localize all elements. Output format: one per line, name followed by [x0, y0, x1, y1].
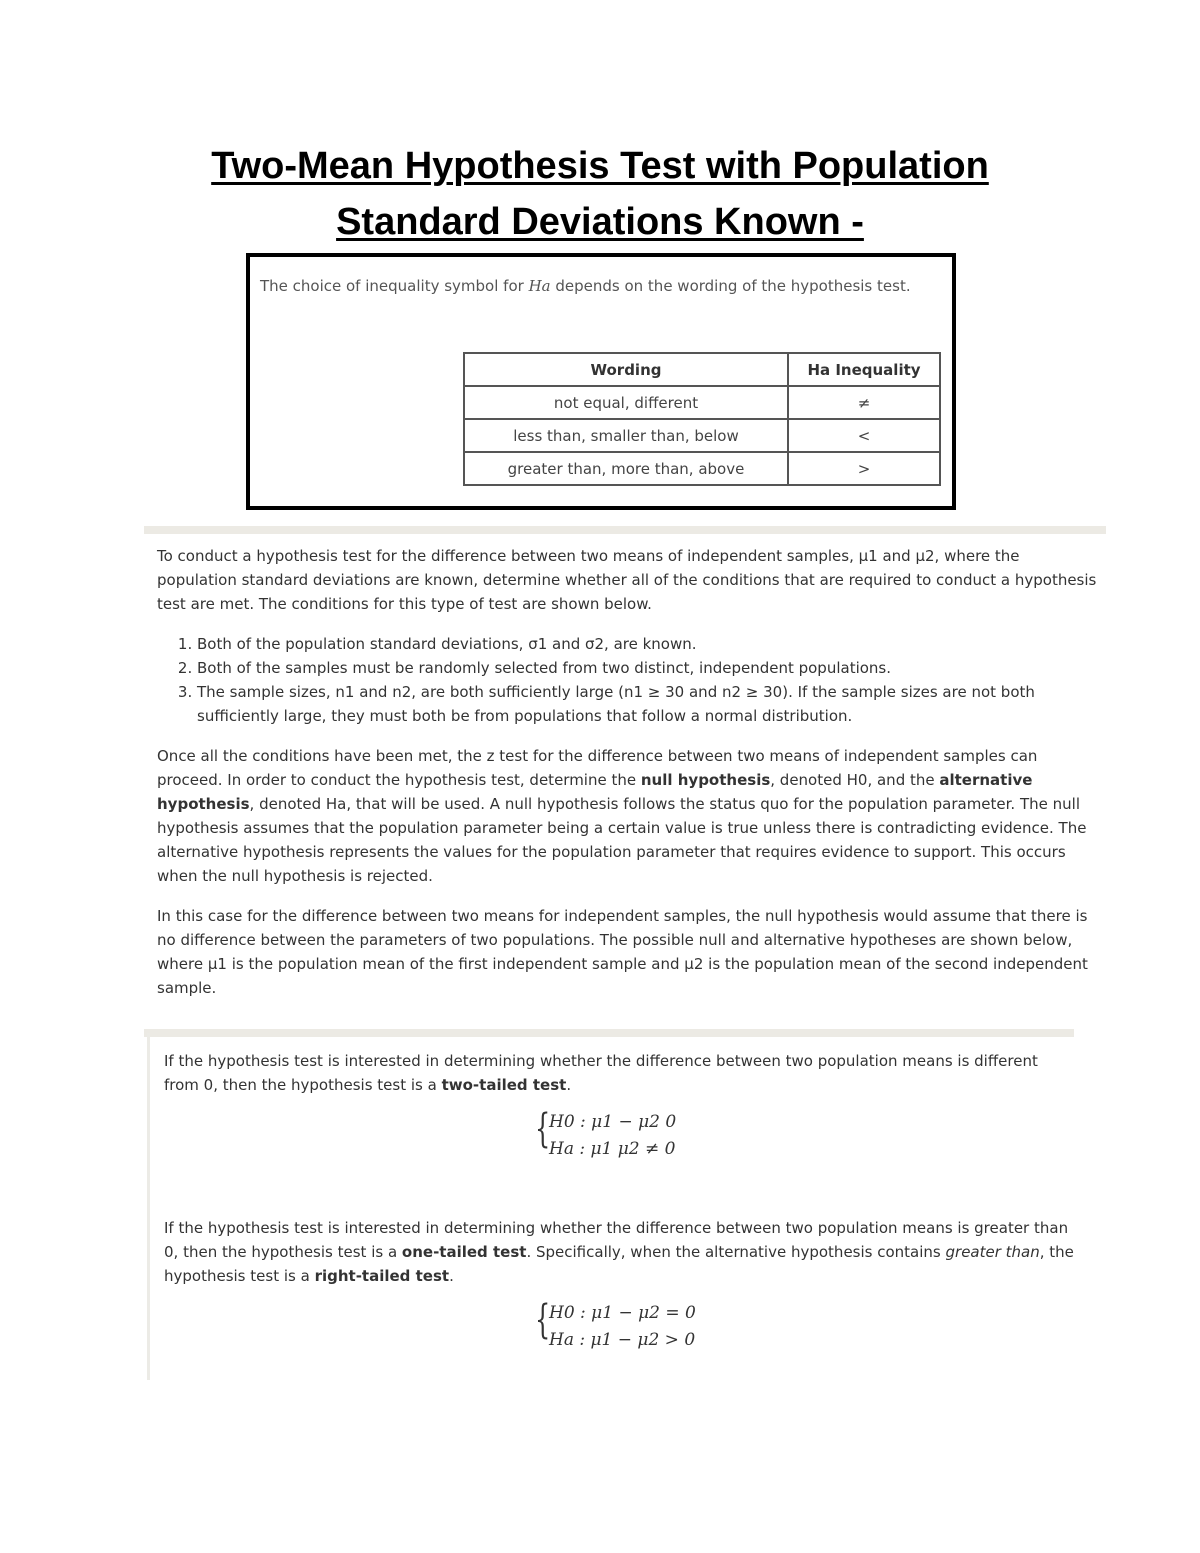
conditions-section — [157, 544, 1097, 1000]
list-item: 3. The sample sizes, n1 and n2, are both sufficiently large (n1 ≥ 30 and n2 ≥ 30). If the sample sizes are not both sufficiently large, they must both be from populations that follow a normal distribution. — [197, 680, 1097, 728]
conditions-list — [157, 632, 1097, 728]
table-cell: > — [788, 452, 940, 485]
two-tailed-equations — [535, 1106, 715, 1164]
intro-text: The choice of inequality symbol for — [260, 277, 529, 295]
table-cell: not equal, different — [464, 386, 788, 419]
box-intro — [260, 277, 911, 295]
inequality-table — [463, 352, 941, 486]
table-header: Ha Inequality — [788, 353, 940, 386]
table-row — [464, 419, 940, 452]
right-tailed-term: right-tailed test — [314, 1267, 450, 1285]
intro-paragraph: To conduct a hypothesis test for the difference between two means of independent samples, μ1 and μ2, where the population standard deviations are known, determine whether all of the conditions that are required to conduct a hypothesis test are met. The conditions for this type of test are shown below. — [157, 547, 1097, 613]
two-tailed-term: two-tailed test — [441, 1076, 567, 1094]
list-item: 1. Both of the population standard deviations, σ1 and σ2, are known. — [197, 632, 1097, 656]
page-title: Two-Mean Hypothesis Test with Population Standard Deviations Known - — [211, 145, 989, 243]
list-item: 2. Both of the samples must be randomly selected from two distinct, independent populations. — [197, 656, 1097, 680]
one-tailed-term: one-tailed test — [401, 1243, 527, 1261]
table-cell: greater than, more than, above — [464, 452, 788, 485]
right-tailed-equations — [535, 1297, 715, 1355]
table-header: Wording — [464, 353, 788, 386]
table-cell: ≠ — [788, 386, 940, 419]
greater-than-term: greater than — [945, 1243, 1040, 1261]
inequality-box — [246, 253, 956, 510]
two-tailed-paragraph: If the hypothesis test is interested in determining whether the difference between two population means is different from 0, then the hypothesis test is a two-tailed test. — [164, 1052, 1038, 1094]
table-cell: < — [788, 419, 940, 452]
alternative-hypothesis-term: alternative hypothesis — [157, 771, 1033, 813]
section-divider — [144, 1029, 1074, 1037]
section-left-border — [147, 1033, 150, 1380]
brace: { — [535, 1297, 551, 1343]
difference-paragraph: In this case for the difference between two means for independent samples, the null hypothesis would assume that there is no difference between the parameters of two populations. The possible null and alternative hypotheses are shown below, where μ1 is the population mean of the first independent sample and μ2 is the population mean of the second independent sample. — [157, 907, 1088, 997]
null-hypothesis-term: null hypothesis — [640, 771, 771, 789]
ha-equation: Ha : μ1 μ2 ≠ 0 — [549, 1139, 676, 1159]
ha-equation: Ha : μ1 − μ2 > 0 — [549, 1330, 696, 1350]
table-header-row — [464, 353, 940, 386]
brace: { — [535, 1106, 551, 1152]
table-row — [464, 452, 940, 485]
h0-equation: H0 : μ1 − μ2 0 — [549, 1112, 677, 1132]
table-row — [464, 386, 940, 419]
intro-text-end: depends on the wording of the hypothesis test. — [550, 277, 911, 295]
section-divider — [144, 526, 1106, 534]
right-tailed-paragraph: If the hypothesis test is interested in determining whether the difference between two population means is greater than 0, then the hypothesis test is a one-tailed test. Specifically, when the alternative hypothesis contains greater than, the hypothesis test is a right-tailed test. — [164, 1219, 1074, 1285]
h0-equation: H0 : μ1 − μ2 = 0 — [549, 1303, 696, 1323]
ha-symbol: Ha — [528, 277, 551, 295]
table-cell: less than, smaller than, below — [464, 419, 788, 452]
hypothesis-paragraph: Once all the conditions have been met, the z test for the difference between two means of independent samples can proceed. In order to conduct the hypothesis test, determine the null hypothesis, denoted H0, and the alternative hypothesis, denoted Ha, that will be used. A null hypothesis follows the status quo for the population parameter. The null hypothesis assumes that the population parameter being a certain value is true unless there is contradicting evidence. The alternative hypothesis represents the values for the population parameter that requires evidence to support. This occurs when the null hypothesis is rejected. — [157, 747, 1087, 885]
